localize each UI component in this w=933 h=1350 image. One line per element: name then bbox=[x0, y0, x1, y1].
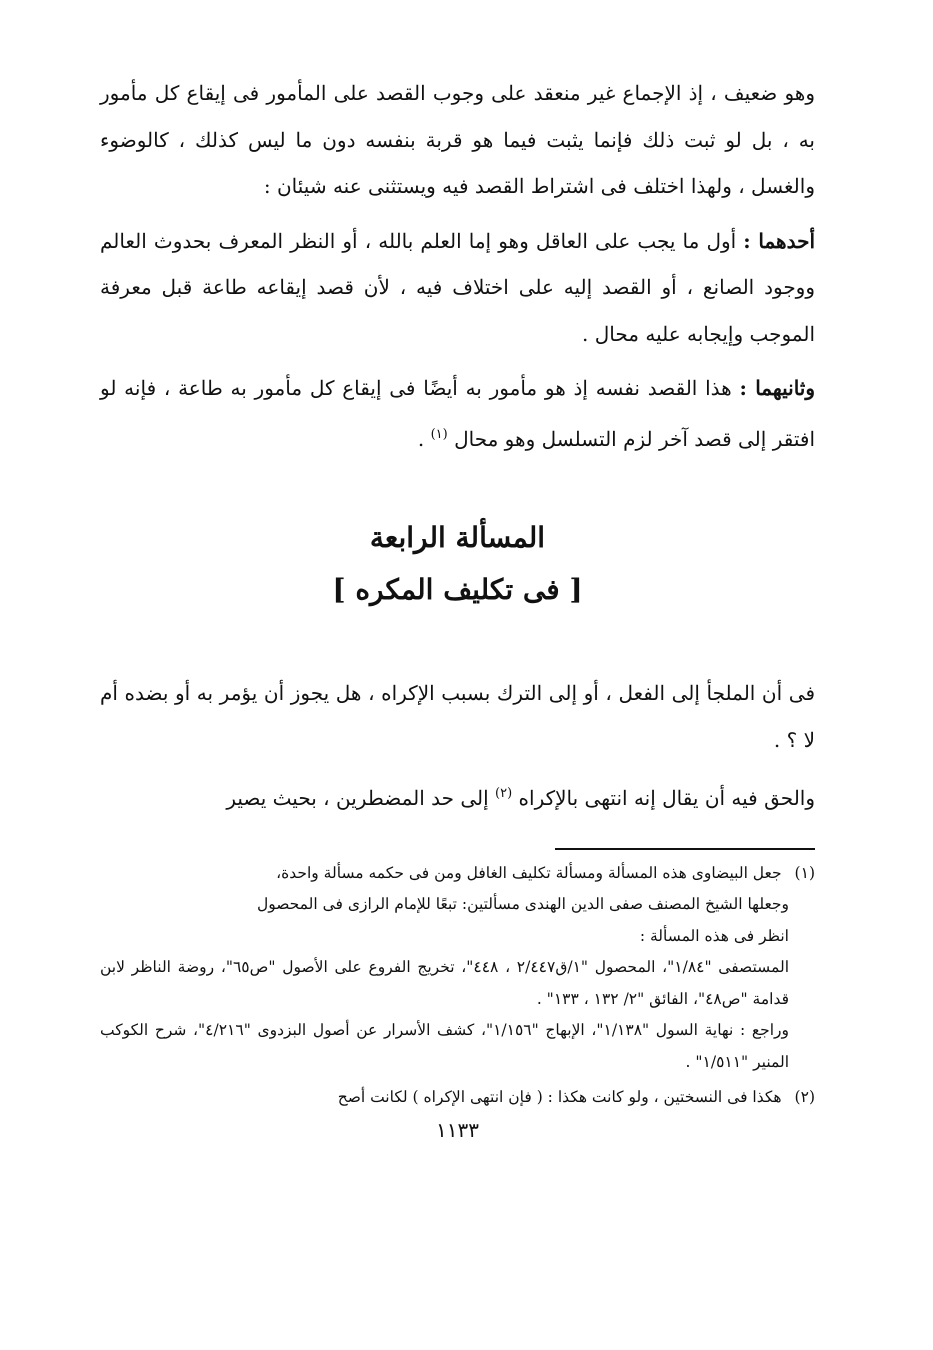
section-question-paragraph: فى أن الملجأ إلى الفعل ، أو إلى الترك بسبب الإكراه ، هل يجوز أن يؤمر به أو بضده أم لا ؟ . bbox=[100, 681, 815, 752]
first-exception-text: أول ما يجب على العاقل وهو إما العلم بالله ، أو النظر المعرف بحدوث العالم ووجود الصانع ، أو القصد إليه على اختلاف فيه ، لأن قصد إيقاعه طاعة قبل معرفة الموجب وإيجابه عليه محال . bbox=[100, 228, 815, 346]
first-exception-paragraph bbox=[100, 218, 815, 358]
section-subtitle: [ فى تكليف المكره ] bbox=[332, 573, 583, 606]
answer-text-end: إلى حد المضطرين ، بحيث يصير bbox=[226, 786, 496, 810]
answer-text-start: والحق فيه أن يقال إنه انتهى بالإكراه bbox=[518, 786, 815, 810]
section-title: المسألة الرابعة bbox=[369, 521, 546, 554]
second-exception-paragraph bbox=[100, 365, 815, 462]
footnote-2-text: هكذا فى النسختين ، ولو كانت هكذا : ( فإن انتهى الإكراه ) لكانت أصح bbox=[337, 1088, 782, 1106]
first-exception-lead: أحدهما : bbox=[743, 228, 815, 253]
page-number: ١١٣٣ bbox=[436, 1117, 479, 1142]
second-exception-lead: وثانيهما : bbox=[739, 376, 816, 400]
footnote-1 bbox=[100, 858, 815, 1079]
second-exception-end: . bbox=[417, 426, 431, 451]
footnote-ref-1[interactable]: (١) bbox=[430, 426, 448, 442]
footnote-2-number: (٢) bbox=[794, 1088, 815, 1106]
intro-paragraph: وهو ضعيف ، إذ الإجماع غير منعقد على وجوب القصد على المأمور فى إيقاع كل مأمور به ، بل لو ثبت ذلك فإنما يثبت فيما هو قربة بنفسه دون ما ليس كذلك ، كالوضوء والغسل ، ولهذا اختلف فى اشتراط القصد فيه ويستثنى عنه شيئان : bbox=[100, 81, 815, 198]
footnote-1-line-1: جعل البيضاوى هذه المسألة ومسألة تكليف الغافل ومن فى حكمه مسألة واحدة، bbox=[276, 863, 782, 882]
second-exception-text: هذا القصد نفسه إذ هو مأمور به أيضًا فى إيقاع كل مأمور به طاعة ، فإنه لو افتقر إلى قصد آخر لزم التسلسل وهو محال bbox=[100, 376, 815, 451]
footnote-divider bbox=[555, 848, 815, 850]
section-answer-paragraph bbox=[100, 771, 815, 822]
footnotes bbox=[100, 858, 815, 1114]
footnote-1-references-2: وراجع : نهاية السول "١/١٣٨"، الإبهاج "١/١٥٦"، كشف الأسرار عن أصول البزدوى "٤/٢١٦"، شرح الكوكب المنير "١/٥١١" . bbox=[100, 1021, 789, 1071]
page-content bbox=[100, 70, 815, 1142]
footnote-2 bbox=[100, 1082, 815, 1114]
footnote-1-line-3: انظر فى هذه المسألة : bbox=[639, 926, 789, 945]
footnote-1-number: (١) bbox=[794, 863, 815, 882]
footnote-1-references-1: المستصفى "١/٨٤"، المحصول "١/ق٢/٤٤٧ ، ٤٤٨"، تخريج الفروع على الأصول "ص٦٥"، روضة الناظر لابن قدامة "ص٤٨"، الفائق "٢/ ١٣٢ ، ١٣٣" . bbox=[100, 958, 789, 1008]
footnote-ref-2[interactable]: (٢) bbox=[495, 786, 513, 801]
footnote-1-line-2: وجعلها الشيخ المصنف صفى الدين الهندى مسألتين: تبعًا للإمام الرازى فى المحصول bbox=[256, 895, 789, 913]
